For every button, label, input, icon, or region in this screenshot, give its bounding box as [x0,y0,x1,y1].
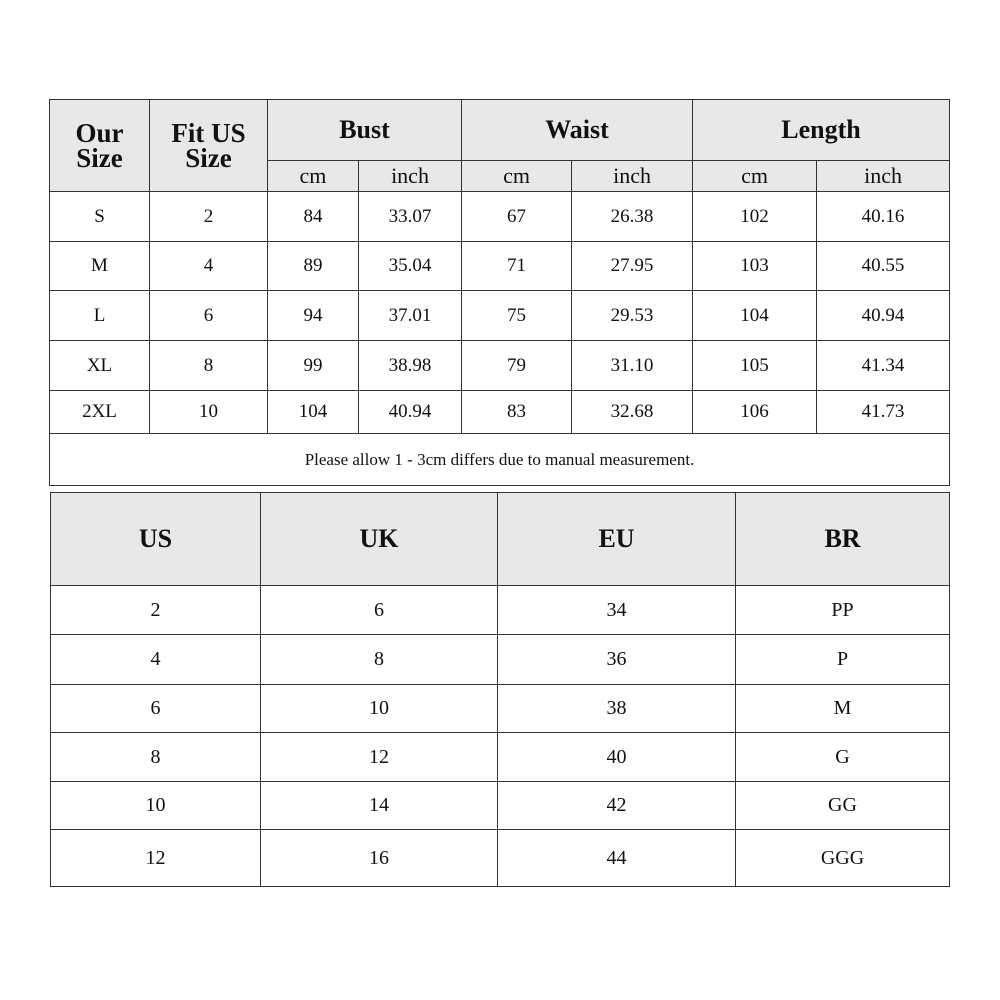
br-cell: GGG [736,830,950,887]
us-size-cell: 2 [150,192,268,242]
header-bust: Bust [268,100,462,161]
size-conversion-table [50,492,950,887]
bust-inch-cell: 37.01 [359,291,462,341]
header-length: Length [693,100,950,161]
length-inch-cell: 41.34 [817,341,950,391]
table-row [51,733,950,782]
uk-cell: 16 [261,830,498,887]
length-inch-cell: 40.16 [817,192,950,242]
table-row [50,391,950,434]
length-inch-cell: 41.73 [817,391,950,434]
table-row [51,635,950,685]
waist-cm-cell: 75 [462,291,572,341]
br-cell: P [736,635,950,685]
header-us: US [51,493,261,586]
table-row [50,242,950,291]
br-cell: GG [736,782,950,830]
waist-cm-cell: 83 [462,391,572,434]
us-cell: 6 [51,685,261,733]
header-waist-cm: cm [462,161,572,192]
eu-cell: 44 [498,830,736,887]
br-cell: G [736,733,950,782]
header-eu: EU [498,493,736,586]
br-cell: M [736,685,950,733]
header-uk: UK [261,493,498,586]
length-cm-cell: 102 [693,192,817,242]
header-fit-us-size: Fit US Size [150,100,268,192]
table-row [51,586,950,635]
bust-cm-cell: 94 [268,291,359,341]
waist-inch-cell: 31.10 [572,341,693,391]
length-inch-cell: 40.94 [817,291,950,341]
eu-cell: 42 [498,782,736,830]
us-cell: 12 [51,830,261,887]
size-cell: 2XL [50,391,150,434]
eu-cell: 38 [498,685,736,733]
us-cell: 2 [51,586,261,635]
size-measurement-table [49,99,950,486]
us-size-cell: 10 [150,391,268,434]
measurement-note: Please allow 1 - 3cm differs due to manual measurement. [50,434,950,486]
size-cell: M [50,242,150,291]
table-row [50,291,950,341]
header-bust-cm: cm [268,161,359,192]
size-cell: S [50,192,150,242]
header-bust-inch: inch [359,161,462,192]
size-cell: L [50,291,150,341]
uk-cell: 6 [261,586,498,635]
bust-inch-cell: 40.94 [359,391,462,434]
length-cm-cell: 105 [693,341,817,391]
table-row [51,685,950,733]
waist-inch-cell: 26.38 [572,192,693,242]
length-cm-cell: 104 [693,291,817,341]
waist-inch-cell: 27.95 [572,242,693,291]
size-cell: XL [50,341,150,391]
bust-inch-cell: 35.04 [359,242,462,291]
header-length-inch: inch [817,161,950,192]
us-size-cell: 8 [150,341,268,391]
us-size-cell: 4 [150,242,268,291]
table-row [51,782,950,830]
uk-cell: 8 [261,635,498,685]
bust-cm-cell: 99 [268,341,359,391]
br-cell: PP [736,586,950,635]
uk-cell: 10 [261,685,498,733]
bust-cm-cell: 89 [268,242,359,291]
us-size-cell: 6 [150,291,268,341]
eu-cell: 34 [498,586,736,635]
waist-cm-cell: 79 [462,341,572,391]
eu-cell: 36 [498,635,736,685]
length-inch-cell: 40.55 [817,242,950,291]
header-our-size: Our Size [50,100,150,192]
table-row [50,192,950,242]
bust-inch-cell: 38.98 [359,341,462,391]
us-cell: 10 [51,782,261,830]
table-row [51,830,950,887]
length-cm-cell: 103 [693,242,817,291]
uk-cell: 12 [261,733,498,782]
waist-inch-cell: 32.68 [572,391,693,434]
bust-cm-cell: 104 [268,391,359,434]
us-cell: 4 [51,635,261,685]
header-length-cm: cm [693,161,817,192]
header-br: BR [736,493,950,586]
header-waist: Waist [462,100,693,161]
waist-cm-cell: 67 [462,192,572,242]
eu-cell: 40 [498,733,736,782]
table-row [50,341,950,391]
bust-inch-cell: 33.07 [359,192,462,242]
waist-inch-cell: 29.53 [572,291,693,341]
waist-cm-cell: 71 [462,242,572,291]
header-waist-inch: inch [572,161,693,192]
us-cell: 8 [51,733,261,782]
length-cm-cell: 106 [693,391,817,434]
bust-cm-cell: 84 [268,192,359,242]
uk-cell: 14 [261,782,498,830]
